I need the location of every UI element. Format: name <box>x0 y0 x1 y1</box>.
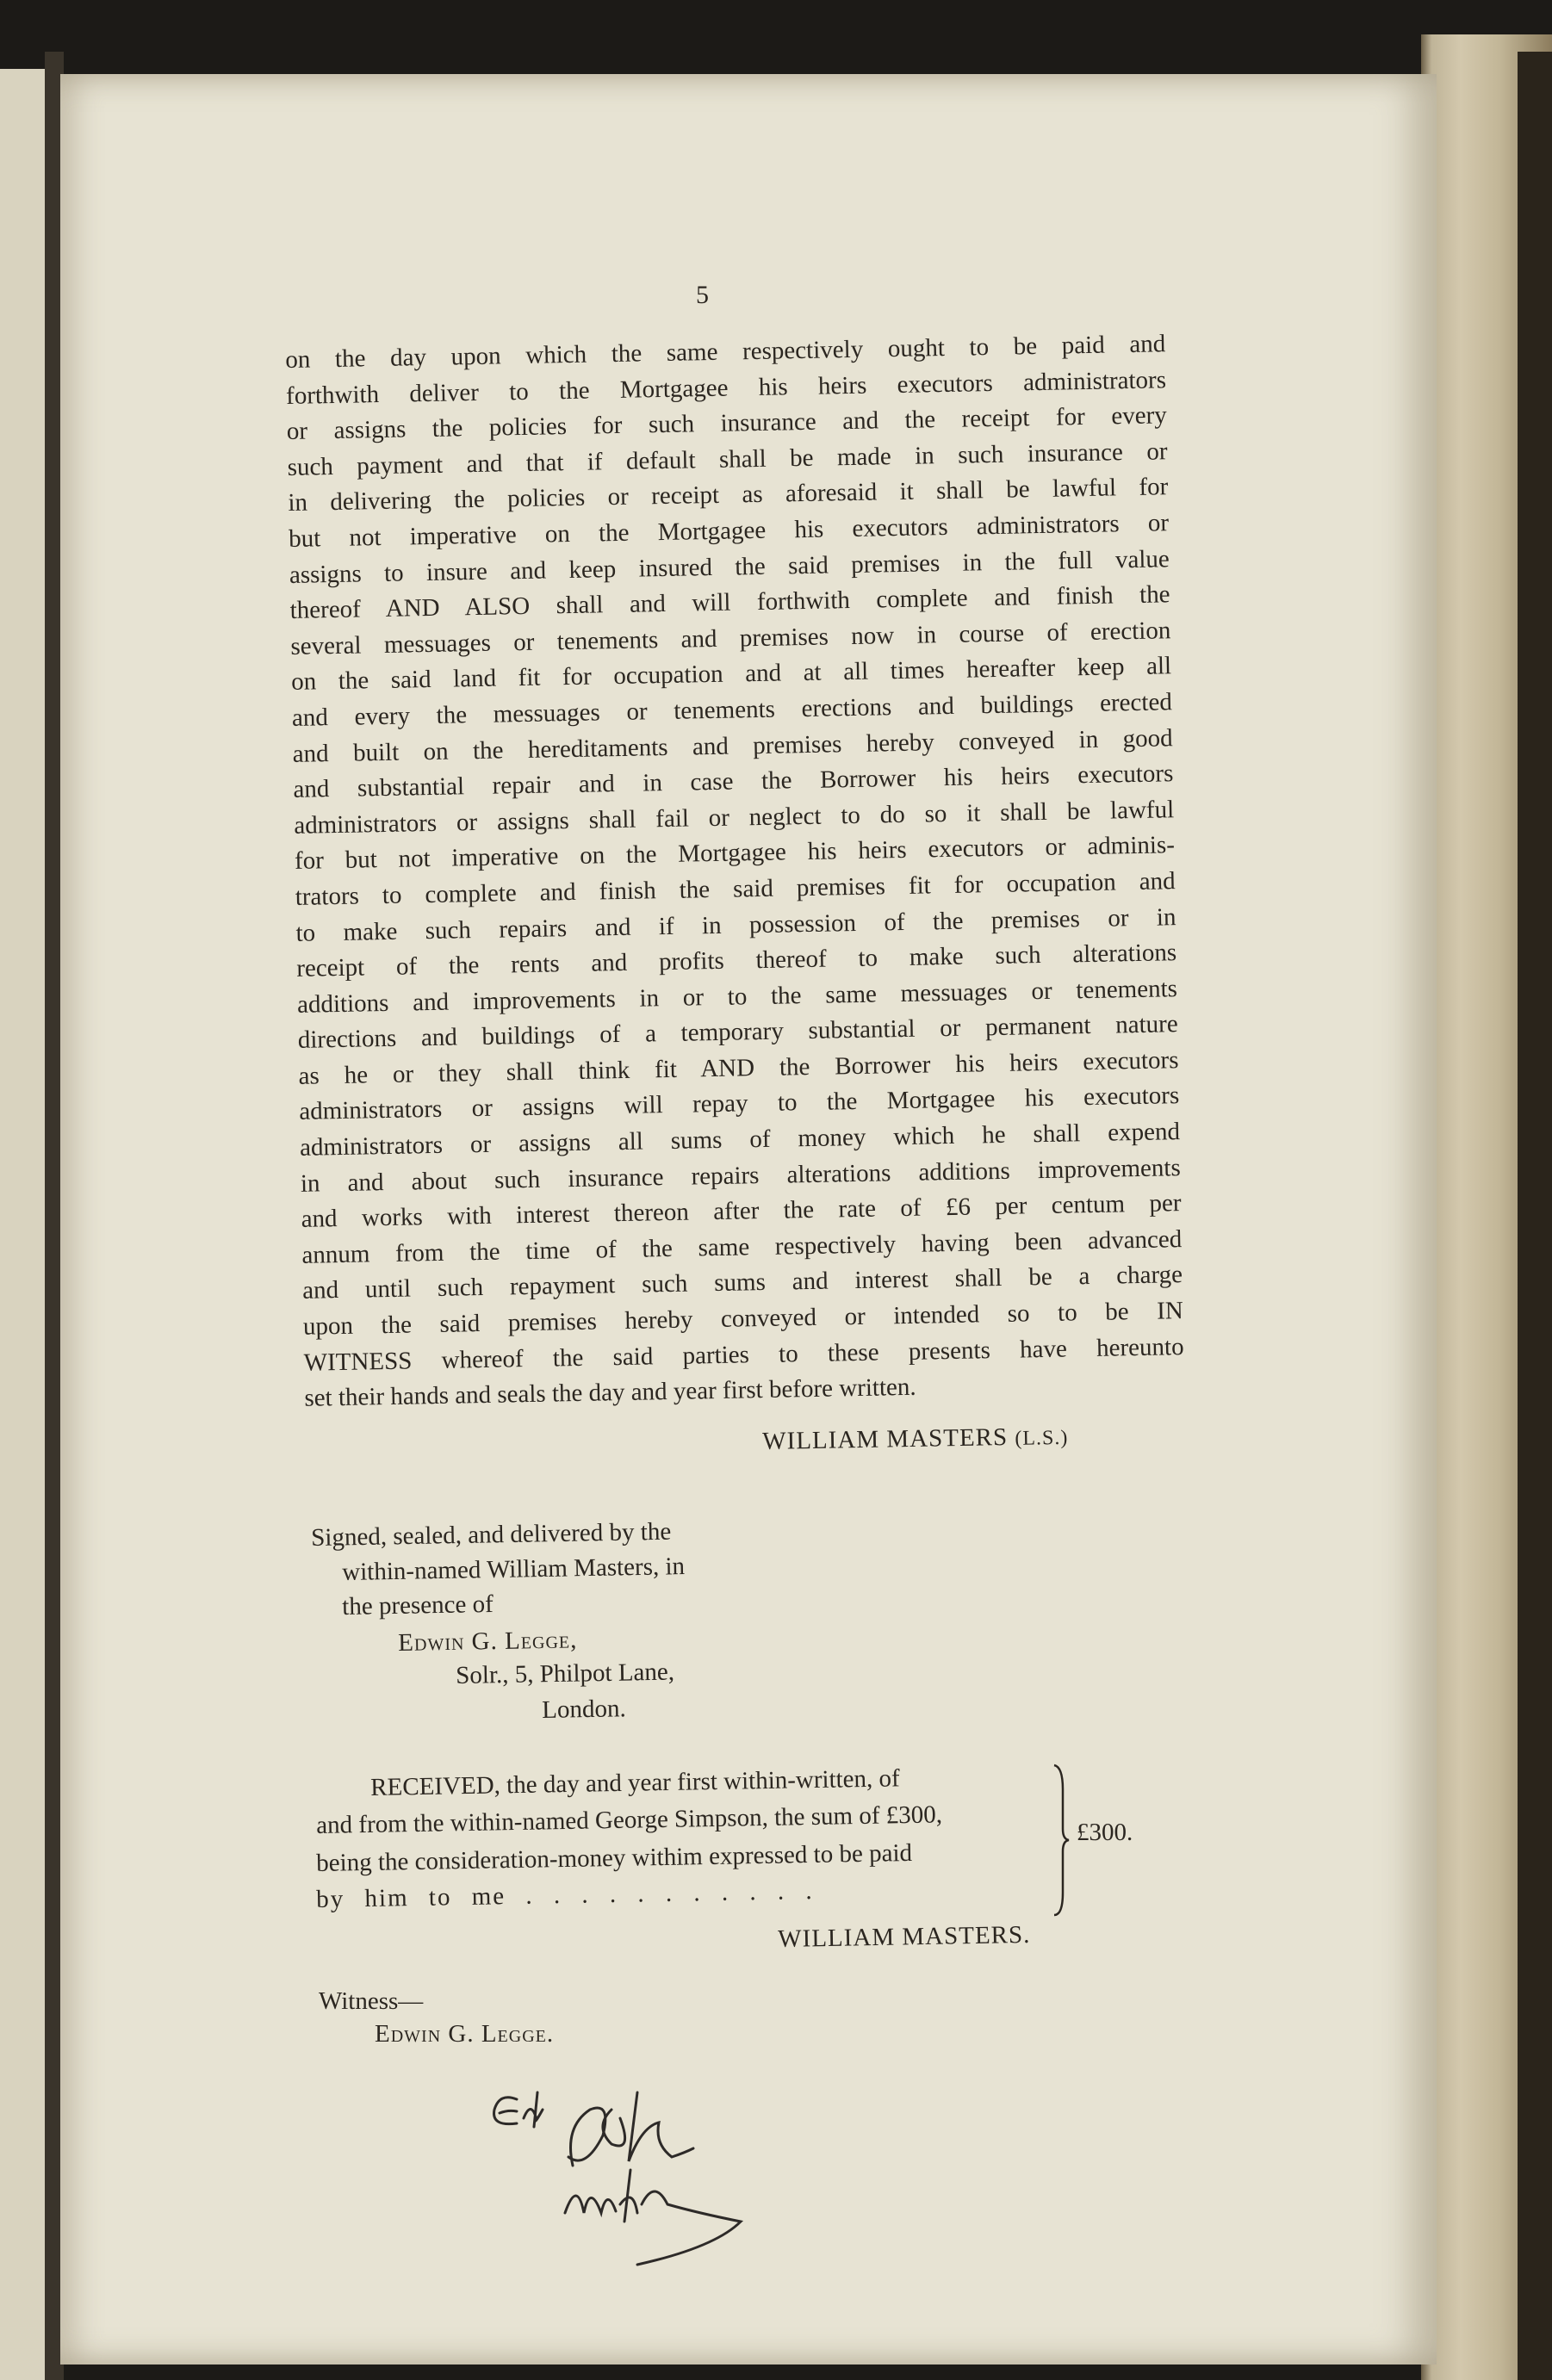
witness-city: London. <box>542 1695 627 1724</box>
witness-address: Solr., 5, Philpot Lane, <box>456 1658 675 1689</box>
book-cover-edge <box>1518 52 1552 2380</box>
witness-name: Edwin G. Legge, <box>398 1626 578 1657</box>
receipt-line: RECEIVED, the day and year first within-written, of <box>370 1764 900 1801</box>
body-line: but not imperative on the Mortgagee his executors administrators or <box>288 509 1170 553</box>
body-line: in and about such insurance repairs alterations additions improvements <box>300 1153 1182 1198</box>
body-line: or assigns the policies for such insurance and the receipt for every <box>286 401 1168 446</box>
body-line: and every the messuages or tenements erections and buildings erected <box>291 688 1173 732</box>
adjacent-left-page <box>0 69 45 2380</box>
page-number: 5 <box>696 281 709 309</box>
body-line: as he or they shall think fit AND the Borrower his heirs executors <box>298 1046 1179 1090</box>
receipt-signatory: WILLIAM MASTERS. <box>778 1920 1031 1953</box>
body-line: such payment and that if default shall be made in such insurance or <box>287 437 1168 481</box>
body-line: several messuages or tenements and premises now in course of erection <box>290 616 1171 660</box>
receipt-line: being the consideration-money withim expressed to be paid <box>316 1838 913 1877</box>
body-line: receipt of the rents and profits thereof to make such alterations <box>296 939 1177 982</box>
body-line: administrators or assigns all sums of money which he shall expend <box>299 1118 1181 1162</box>
body-line: and substantial repair and in case the Borrower his heirs executors <box>293 759 1174 804</box>
body-line: upon the said premises hereby conveyed or intended so to be IN <box>302 1297 1184 1341</box>
witness-footer-name: Edwin G. Legge. <box>375 2020 555 2048</box>
body-line: on the said land fit for occupation and at all times hereafter keep all <box>290 652 1172 697</box>
body-line: administrators or assigns will repay to the Mortgagee his executors <box>299 1082 1180 1126</box>
signatory-name: WILLIAM MASTERS <box>762 1423 1009 1455</box>
body-line: annum from the time of the same respectively having been advanced <box>301 1224 1183 1269</box>
body-line: forthwith deliver to the Mortgagee his heirs executors administrators <box>285 365 1167 410</box>
receipt-line: and from the within-named George Simpson, the sum of £300, <box>316 1800 943 1839</box>
body-line: on the day upon which the same respectively ought to be paid and <box>285 330 1166 374</box>
body-line: and built on the hereditaments and premises hereby conveyed in good <box>292 723 1173 768</box>
seal-mark: (L.S.) <box>1015 1426 1069 1450</box>
attestation-line: the presence of <box>342 1590 494 1621</box>
body-line: administrators or assigns shall fail or neglect to do so it shall be lawful <box>293 795 1175 840</box>
body-line: directions and buildings of a temporary substantial or permanent nature <box>297 1010 1178 1055</box>
body-line: for but not imperative on the Mortgagee his heirs executors or adminis- <box>294 831 1176 876</box>
body-line: and works with interest thereon after the rate of £6 per centum per <box>301 1189 1182 1234</box>
receipt-brace <box>1052 1763 1070 1917</box>
signature-line <box>762 1422 1069 1456</box>
body-line: to make such repairs and if in possession of the premises or in <box>295 902 1176 947</box>
body-line: assigns to insure and keep insured the said premises in the full value <box>289 544 1170 589</box>
body-line: WITNESS whereof the said parties to these presents have hereunto <box>303 1332 1184 1377</box>
deed-body-text <box>285 326 1185 1416</box>
attestation-line: Signed, sealed, and delivered by the <box>311 1517 672 1552</box>
receipt-amount: £300. <box>1077 1819 1133 1846</box>
body-line: and until such repayment such sums and interest shall be a charge <box>301 1261 1183 1305</box>
body-line: trators to complete and finish the said premises fit for occupation and <box>295 867 1176 911</box>
body-line: additions and improvements in or to the same messuages or tenements <box>296 974 1178 1019</box>
body-line: set their hands and seals the day and year first before written. <box>304 1373 916 1413</box>
body-line: thereof AND ALSO shall and will forthwith complete and finish the <box>289 580 1170 625</box>
body-line: in delivering the policies or receipt as aforesaid it shall be lawful for <box>288 473 1169 518</box>
witness-label: Witness— <box>319 1987 424 2015</box>
receipt-line: by him to me . . . . . . . . . . . <box>316 1876 814 1913</box>
handwritten-initials <box>482 2075 758 2273</box>
attestation-line: within-named William Masters, in <box>342 1553 686 1586</box>
